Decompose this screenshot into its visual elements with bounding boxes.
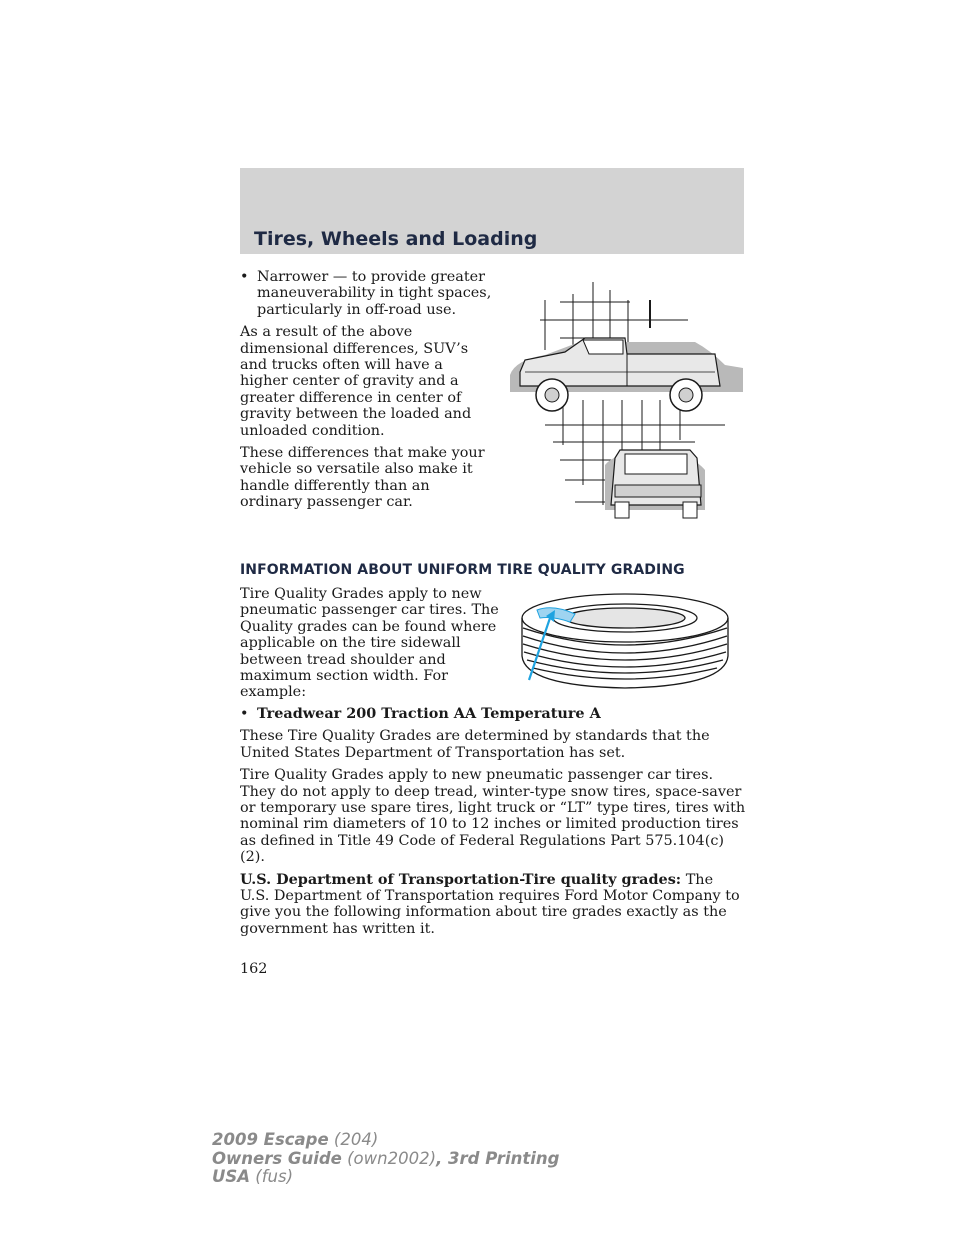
bullet-narrower-text: Narrower — to provide greater maneuverability in tight spaces, particularly in off-road use.	[257, 269, 492, 318]
footer-guide: Owners Guide	[212, 1148, 342, 1168]
paragraph-dimensional: As a result of the above dimensional differences, SUV’s and trucks often will have a higher center of gravity and a greater difference in center of gravity between the loaded and unloaded condition.	[240, 324, 472, 439]
document-footer	[212, 1131, 559, 1187]
paragraph-dot-grades	[240, 872, 746, 938]
section-header-band	[240, 168, 744, 254]
footer-model-code: (204)	[328, 1130, 379, 1149]
paragraph-tire-grades: Tire Quality Grades apply to new pneumatic passenger car tires. The Quality grades can be found where applicable on the tire sidewall between tread shoulder and maximum section width. For example:	[240, 586, 499, 701]
paragraph-versatile: These differences that make your vehicle so versatile also make it handle differently than an ordinary passenger car.	[240, 445, 485, 511]
bullet-dot: •	[240, 706, 249, 722]
section-title: Tires, Wheels and Loading	[254, 228, 538, 250]
tire-quality-text	[240, 706, 746, 943]
bullet-treadwear-example	[240, 706, 746, 722]
footer-line-market	[212, 1168, 559, 1187]
page-number: 162	[240, 961, 268, 977]
footer-printing: , 3rd Printing	[436, 1148, 560, 1168]
footer-line-model	[212, 1131, 559, 1150]
footer-market-code: (fus)	[250, 1167, 294, 1186]
section-heading: INFORMATION ABOUT UNIFORM TIRE QUALITY GRADING	[240, 562, 685, 578]
dot-grades-label: U.S. Department of Transportation-Tire quality grades:	[240, 870, 682, 888]
paragraph-apply: Tire Quality Grades apply to new pneumatic passenger car tires. They do not apply to deep tread, winter-type snow tires, space-saver or temporary use spare tires, light truck or “LT” type tires, tires with nominal rim diameters of 10 to 12 inches or limited production tires as defined in Title 49 Code of Federal Regulations Part 575.104(c)(2).	[240, 767, 746, 866]
intro-text-column	[240, 269, 495, 517]
dot-grades-text: The U.S. Department of Transportation requires Ford Motor Company to give you the following information about tire grades exactly as the government has written it.	[240, 871, 740, 937]
footer-model: 2009 Escape	[212, 1130, 329, 1149]
bullet-dot: •	[240, 269, 249, 285]
tire-grades-paragraph-block	[240, 586, 500, 707]
paragraph-standards: These Tire Quality Grades are determined by standards that the United States Department of Transportation has set.	[240, 728, 710, 761]
vehicle-center-of-gravity-illustration	[505, 280, 747, 520]
footer-line-guide	[212, 1150, 559, 1169]
treadwear-example-text: Treadwear 200 Traction AA Temperature A	[257, 705, 601, 722]
bullet-narrower	[240, 269, 495, 318]
tire-sidewall-illustration	[515, 590, 735, 690]
footer-guide-code: (own2002)	[341, 1148, 437, 1168]
footer-market: USA	[212, 1167, 251, 1186]
